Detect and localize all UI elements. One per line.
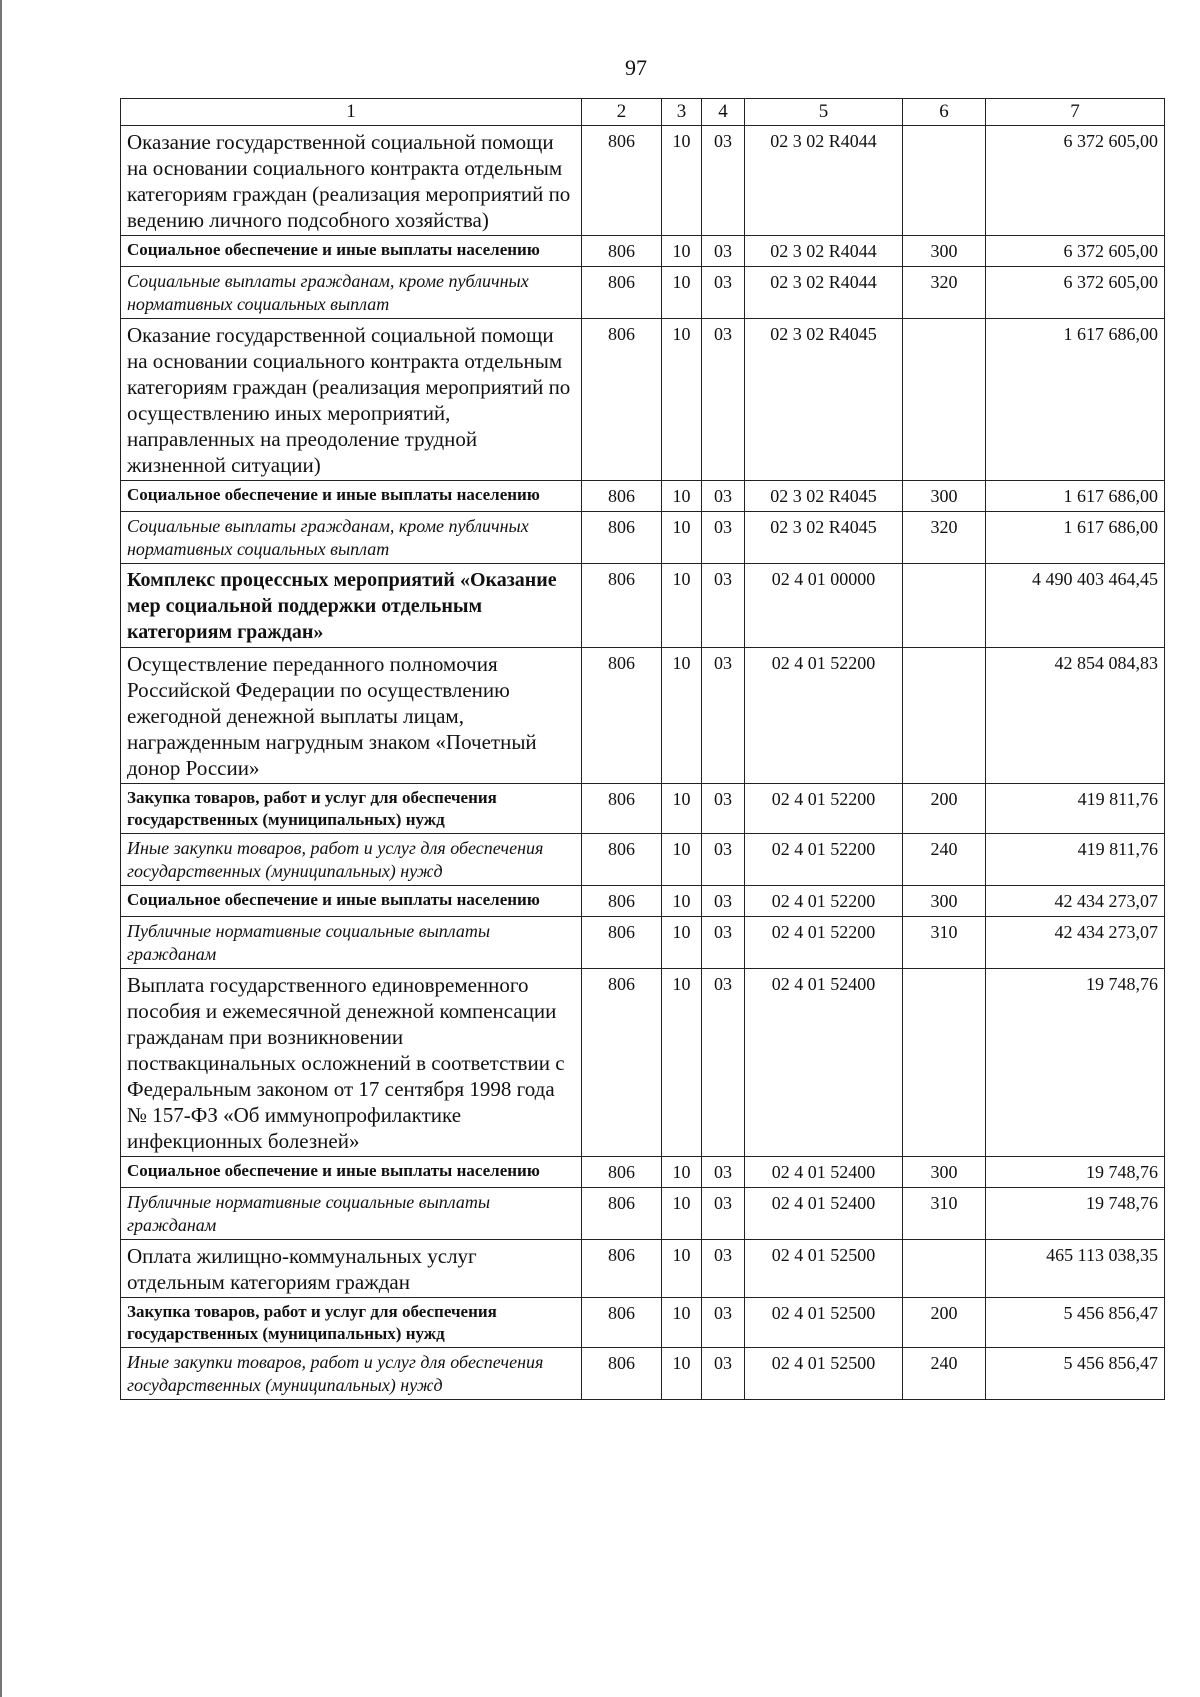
budget-table	[120, 98, 1165, 1400]
expense-type-cell: 240	[903, 834, 986, 886]
budget-table-body	[121, 99, 1165, 1400]
table-row	[121, 1298, 1165, 1348]
subsection-code-cell: 03	[702, 481, 745, 512]
item-name-cell: Социальные выплаты гражданам, кроме публичных нормативных социальных выплат	[121, 512, 582, 564]
target-article-cell: 02 4 01 52500	[745, 1240, 903, 1298]
table-row	[121, 564, 1165, 648]
amount-cell: 6 372 605,00	[986, 267, 1165, 319]
expense-type-cell	[903, 126, 986, 236]
amount-cell: 1 617 686,00	[986, 481, 1165, 512]
subsection-code-cell: 03	[702, 834, 745, 886]
subsection-code-cell: 03	[702, 917, 745, 969]
ministry-code-cell: 806	[582, 512, 662, 564]
table-row	[121, 1188, 1165, 1240]
item-name-cell: Публичные нормативные социальные выплаты гражданам	[121, 917, 582, 969]
header-cell-1: 1	[121, 99, 582, 126]
amount-cell: 19 748,76	[986, 1157, 1165, 1188]
table-row	[121, 784, 1165, 834]
ministry-code-cell: 806	[582, 969, 662, 1157]
ministry-code-cell: 806	[582, 1157, 662, 1188]
item-name-cell: Социальное обеспечение и иные выплаты населению	[121, 1157, 582, 1188]
item-name-cell: Социальные выплаты гражданам, кроме публичных нормативных социальных выплат	[121, 267, 582, 319]
target-article-cell: 02 3 02 R4045	[745, 481, 903, 512]
target-article-cell: 02 4 01 52400	[745, 1157, 903, 1188]
item-name-cell: Закупка товаров, работ и услуг для обеспечения государственных (муниципальных) нужд	[121, 1298, 582, 1348]
target-article-cell: 02 3 02 R4045	[745, 512, 903, 564]
item-name-cell: Выплата государственного единовременного пособия и ежемесячной денежной компенсации гражданам при возникновении поствакцинальных осложнений в соответствии с Федеральным законом от 17 сентября 1998 года № 157-ФЗ «Об иммунопрофилактике инфекционных болезней»	[121, 969, 582, 1157]
table-row	[121, 1348, 1165, 1400]
table-row	[121, 1157, 1165, 1188]
section-code-cell: 10	[662, 1240, 702, 1298]
expense-type-cell: 300	[903, 1157, 986, 1188]
amount-cell: 419 811,76	[986, 784, 1165, 834]
section-code-cell: 10	[662, 1188, 702, 1240]
item-name-cell: Оказание государственной социальной помощи на основании социального контракта отдельным категориям граждан (реализация мероприятий по ведению личного подсобного хозяйства)	[121, 126, 582, 236]
section-code-cell: 10	[662, 267, 702, 319]
expense-type-cell	[903, 969, 986, 1157]
subsection-code-cell: 03	[702, 236, 745, 267]
item-name-cell: Иные закупки товаров, работ и услуг для обеспечения государственных (муниципальных) нужд	[121, 1348, 582, 1400]
expense-type-cell: 310	[903, 1188, 986, 1240]
table-row	[121, 1240, 1165, 1298]
table-row	[121, 834, 1165, 886]
target-article-cell: 02 4 01 52400	[745, 1188, 903, 1240]
ministry-code-cell: 806	[582, 917, 662, 969]
header-cell-5: 5	[745, 99, 903, 126]
target-article-cell: 02 3 02 R4044	[745, 126, 903, 236]
target-article-cell: 02 4 01 52200	[745, 886, 903, 917]
target-article-cell: 02 4 01 00000	[745, 564, 903, 648]
subsection-code-cell: 03	[702, 126, 745, 236]
section-code-cell: 10	[662, 784, 702, 834]
subsection-code-cell: 03	[702, 1188, 745, 1240]
header-cell-2: 2	[582, 99, 662, 126]
subsection-code-cell: 03	[702, 267, 745, 319]
expense-type-cell: 300	[903, 236, 986, 267]
amount-cell: 6 372 605,00	[986, 126, 1165, 236]
section-code-cell: 10	[662, 969, 702, 1157]
ministry-code-cell: 806	[582, 886, 662, 917]
item-name-cell: Социальное обеспечение и иные выплаты населению	[121, 236, 582, 267]
target-article-cell: 02 3 02 R4044	[745, 236, 903, 267]
scan-edge-line	[0, 0, 2, 1697]
subsection-code-cell: 03	[702, 319, 745, 481]
target-article-cell: 02 4 01 52400	[745, 969, 903, 1157]
ministry-code-cell: 806	[582, 1240, 662, 1298]
ministry-code-cell: 806	[582, 1348, 662, 1400]
target-article-cell: 02 4 01 52500	[745, 1298, 903, 1348]
item-name-cell: Закупка товаров, работ и услуг для обеспечения государственных (муниципальных) нужд	[121, 784, 582, 834]
header-cell-7: 7	[986, 99, 1165, 126]
ministry-code-cell: 806	[582, 648, 662, 784]
item-name-cell: Социальное обеспечение и иные выплаты населению	[121, 886, 582, 917]
amount-cell: 1 617 686,00	[986, 319, 1165, 481]
table-row	[121, 236, 1165, 267]
subsection-code-cell: 03	[702, 1298, 745, 1348]
ministry-code-cell: 806	[582, 834, 662, 886]
table-row	[121, 512, 1165, 564]
item-name-cell: Публичные нормативные социальные выплаты гражданам	[121, 1188, 582, 1240]
expense-type-cell: 320	[903, 512, 986, 564]
expense-type-cell: 200	[903, 784, 986, 834]
amount-cell: 465 113 038,35	[986, 1240, 1165, 1298]
header-cell-4: 4	[702, 99, 745, 126]
target-article-cell: 02 4 01 52200	[745, 834, 903, 886]
amount-cell: 19 748,76	[986, 969, 1165, 1157]
section-code-cell: 10	[662, 481, 702, 512]
target-article-cell: 02 4 01 52200	[745, 648, 903, 784]
section-code-cell: 10	[662, 1157, 702, 1188]
section-code-cell: 10	[662, 512, 702, 564]
amount-cell: 419 811,76	[986, 834, 1165, 886]
amount-cell: 42 434 273,07	[986, 917, 1165, 969]
section-code-cell: 10	[662, 319, 702, 481]
table-row	[121, 917, 1165, 969]
subsection-code-cell: 03	[702, 1240, 745, 1298]
target-article-cell: 02 3 02 R4045	[745, 319, 903, 481]
expense-type-cell	[903, 1240, 986, 1298]
table-row	[121, 481, 1165, 512]
table-row	[121, 886, 1165, 917]
ministry-code-cell: 806	[582, 1298, 662, 1348]
expense-type-cell: 200	[903, 1298, 986, 1348]
target-article-cell: 02 4 01 52200	[745, 784, 903, 834]
ministry-code-cell: 806	[582, 1188, 662, 1240]
amount-cell: 1 617 686,00	[986, 512, 1165, 564]
item-name-cell: Оплата жилищно-коммунальных услуг отдельным категориям граждан	[121, 1240, 582, 1298]
section-code-cell: 10	[662, 1348, 702, 1400]
table-row	[121, 267, 1165, 319]
section-code-cell: 10	[662, 236, 702, 267]
expense-type-cell: 320	[903, 267, 986, 319]
subsection-code-cell: 03	[702, 648, 745, 784]
section-code-cell: 10	[662, 886, 702, 917]
item-name-cell: Оказание государственной социальной помощи на основании социального контракта отдельным категориям граждан (реализация мероприятий по осуществлению иных мероприятий, направленных на преодоление трудной жизненной ситуации)	[121, 319, 582, 481]
page-number: 97	[625, 55, 647, 80]
ministry-code-cell: 806	[582, 267, 662, 319]
subsection-code-cell: 03	[702, 1348, 745, 1400]
ministry-code-cell: 806	[582, 481, 662, 512]
amount-cell: 42 854 084,83	[986, 648, 1165, 784]
table-row	[121, 648, 1165, 784]
ministry-code-cell: 806	[582, 126, 662, 236]
amount-cell: 5 456 856,47	[986, 1348, 1165, 1400]
expense-type-cell	[903, 648, 986, 784]
expense-type-cell: 300	[903, 886, 986, 917]
target-article-cell: 02 4 01 52200	[745, 917, 903, 969]
expense-type-cell	[903, 319, 986, 481]
section-code-cell: 10	[662, 648, 702, 784]
table-row	[121, 126, 1165, 236]
header-cell-3: 3	[662, 99, 702, 126]
subsection-code-cell: 03	[702, 969, 745, 1157]
subsection-code-cell: 03	[702, 784, 745, 834]
expense-type-cell: 310	[903, 917, 986, 969]
amount-cell: 19 748,76	[986, 1188, 1165, 1240]
table-row	[121, 319, 1165, 481]
subsection-code-cell: 03	[702, 564, 745, 648]
amount-cell: 42 434 273,07	[986, 886, 1165, 917]
target-article-cell: 02 4 01 52500	[745, 1348, 903, 1400]
amount-cell: 4 490 403 464,45	[986, 564, 1165, 648]
subsection-code-cell: 03	[702, 512, 745, 564]
subsection-code-cell: 03	[702, 886, 745, 917]
ministry-code-cell: 806	[582, 564, 662, 648]
section-code-cell: 10	[662, 834, 702, 886]
table-header-row	[121, 99, 1165, 126]
item-name-cell: Осуществление переданного полномочия Российской Федерации по осуществлению ежегодной денежной выплаты лицам, награжденным нагрудным знаком «Почетный донор России»	[121, 648, 582, 784]
item-name-cell: Комплекс процессных мероприятий «Оказание мер социальной поддержки отдельным категориям граждан»	[121, 564, 582, 648]
expense-type-cell: 240	[903, 1348, 986, 1400]
section-code-cell: 10	[662, 126, 702, 236]
section-code-cell: 10	[662, 917, 702, 969]
ministry-code-cell: 806	[582, 784, 662, 834]
header-cell-6: 6	[903, 99, 986, 126]
ministry-code-cell: 806	[582, 236, 662, 267]
expense-type-cell	[903, 564, 986, 648]
item-name-cell: Социальное обеспечение и иные выплаты населению	[121, 481, 582, 512]
target-article-cell: 02 3 02 R4044	[745, 267, 903, 319]
section-code-cell: 10	[662, 1298, 702, 1348]
amount-cell: 5 456 856,47	[986, 1298, 1165, 1348]
amount-cell: 6 372 605,00	[986, 236, 1165, 267]
expense-type-cell: 300	[903, 481, 986, 512]
subsection-code-cell: 03	[702, 1157, 745, 1188]
item-name-cell: Иные закупки товаров, работ и услуг для обеспечения государственных (муниципальных) нужд	[121, 834, 582, 886]
table-row	[121, 969, 1165, 1157]
section-code-cell: 10	[662, 564, 702, 648]
ministry-code-cell: 806	[582, 319, 662, 481]
